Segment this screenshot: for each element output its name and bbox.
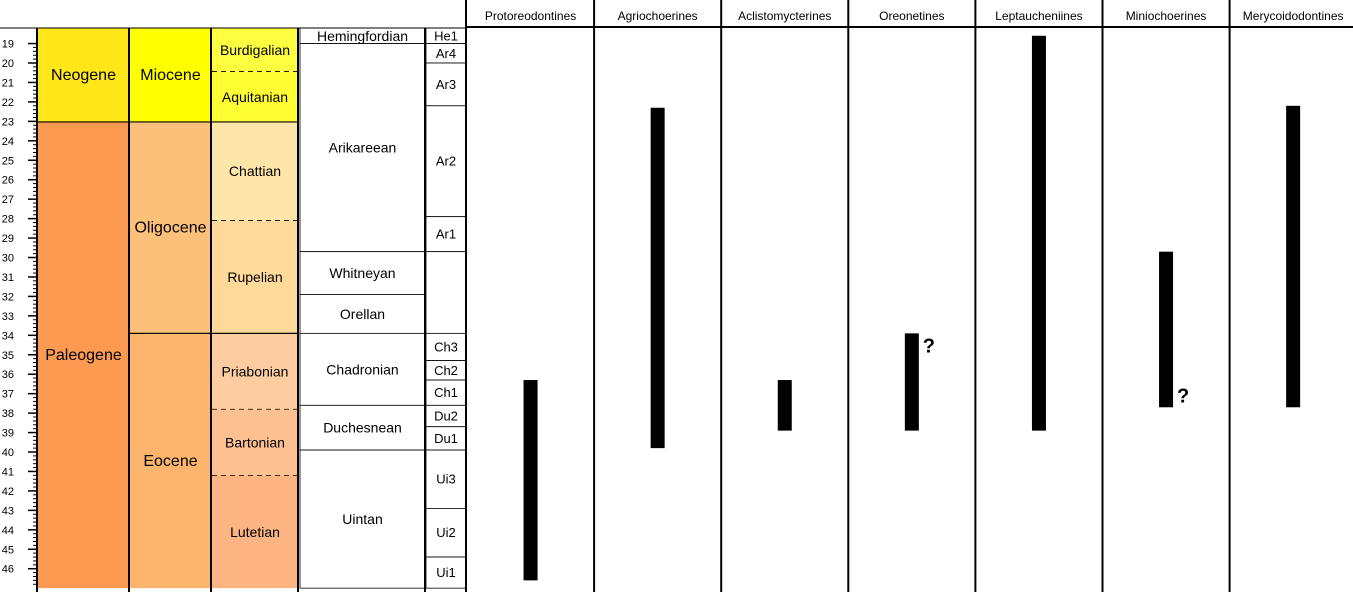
subzone-label: Ar1 <box>435 226 457 242</box>
stage-label: Priabonian <box>221 363 289 380</box>
subzone-label: Ar3 <box>435 76 457 92</box>
age-tick-label: 24 <box>1 135 14 148</box>
age-tick-label: 19 <box>1 38 14 51</box>
nalma-label: Arikareean <box>328 139 397 156</box>
age-tick-label: 32 <box>1 291 14 304</box>
nalma-label: Uintan <box>342 511 383 528</box>
subzone-label: Du2 <box>434 408 458 424</box>
subzone-cell <box>426 252 466 334</box>
age-tick-label: 21 <box>1 77 14 90</box>
age-tick-label: 26 <box>1 174 14 187</box>
stage-label: Rupelian <box>227 268 283 285</box>
period-label: Paleogene <box>45 347 122 365</box>
age-tick-label: 36 <box>1 369 14 382</box>
age-tick-label: 45 <box>1 544 14 557</box>
stage-label: Aquitanian <box>221 88 289 105</box>
age-tick-label: 39 <box>1 427 14 440</box>
age-tick-label: 22 <box>1 96 14 109</box>
age-tick-label: 20 <box>1 58 14 71</box>
taxon-header-miniochoerines: Miniochoerines <box>1125 9 1207 23</box>
nalma-label: Orellan <box>339 305 386 322</box>
range-bar-agriochoerines <box>651 108 665 448</box>
nalma-label: Hemingfordian <box>316 27 409 44</box>
range-bar-leptaucheniines <box>1032 36 1046 431</box>
age-tick-label: 41 <box>1 466 14 479</box>
stage-label: Bartonian <box>225 434 285 451</box>
age-tick-label: 40 <box>1 447 14 460</box>
age-tick-label: 29 <box>1 233 14 246</box>
uncertainty-mark: ? <box>1176 385 1190 408</box>
uncertainty-mark: ? <box>922 335 935 358</box>
stage-label: Lutetian <box>230 523 280 540</box>
age-tick-label: 44 <box>1 524 14 537</box>
range-bar-protoreodontines <box>524 380 538 580</box>
taxon-header-aclistomycterines: Aclistomycterines <box>738 9 832 23</box>
nalma-label: Whitneyan <box>329 265 396 282</box>
age-tick-label: 37 <box>1 388 14 401</box>
stage-label: Chattian <box>228 163 282 180</box>
age-tick-label: 23 <box>1 116 14 129</box>
period-label: Neogene <box>51 66 116 84</box>
taxon-header-protoreodontines: Protoreodontines <box>484 9 577 23</box>
age-tick-label: 34 <box>1 330 14 343</box>
age-tick-label: 28 <box>1 213 14 226</box>
range-bar-aclistomycterines <box>778 380 792 431</box>
age-tick-label: 31 <box>1 271 14 284</box>
age-tick-label: 43 <box>1 505 14 518</box>
taxon-header-agriochoerines: Agriochoerines <box>617 9 698 23</box>
age-tick-label: 38 <box>1 408 14 421</box>
age-tick-label: 42 <box>1 485 14 498</box>
epoch-label: Miocene <box>140 66 201 84</box>
epoch-label: Eocene <box>143 452 198 470</box>
taxon-header-oreonetines: Oreonetines <box>879 9 945 23</box>
range-bar-oreonetines <box>905 333 919 430</box>
subzone-label: Ch1 <box>434 385 458 401</box>
age-tick-label: 30 <box>1 252 14 265</box>
subzone-label: Ui1 <box>436 565 456 581</box>
nalma-label: Duchesnean <box>323 419 402 436</box>
subzone-label: Ch2 <box>434 362 458 378</box>
nalma-label: Chadronian <box>326 361 399 378</box>
subzone-label: Ar4 <box>435 45 457 61</box>
epoch-label: Oligocene <box>134 219 207 237</box>
age-tick-label: 35 <box>1 349 14 362</box>
age-tick-label: 27 <box>1 194 14 207</box>
subzone-label: He1 <box>434 28 458 44</box>
range-bar-miniochoerines <box>1159 252 1173 408</box>
subzone-label: Ch3 <box>434 339 458 355</box>
taxon-header-leptaucheniines: Leptaucheniines <box>995 9 1083 23</box>
age-tick-label: 33 <box>1 310 14 323</box>
stage-label: Burdigalian <box>219 41 291 58</box>
age-tick-label: 25 <box>1 155 14 168</box>
subzone-label: Ui3 <box>436 471 456 487</box>
range-bar-merycoidodontines <box>1286 106 1300 407</box>
subzone-label: Ui2 <box>436 525 456 541</box>
subzone-label: Ar2 <box>435 153 457 169</box>
taxon-header-merycoidodontines: Merycoidodontines <box>1242 9 1344 23</box>
subzone-label: Du1 <box>434 430 458 446</box>
age-tick-label: 46 <box>1 563 14 576</box>
